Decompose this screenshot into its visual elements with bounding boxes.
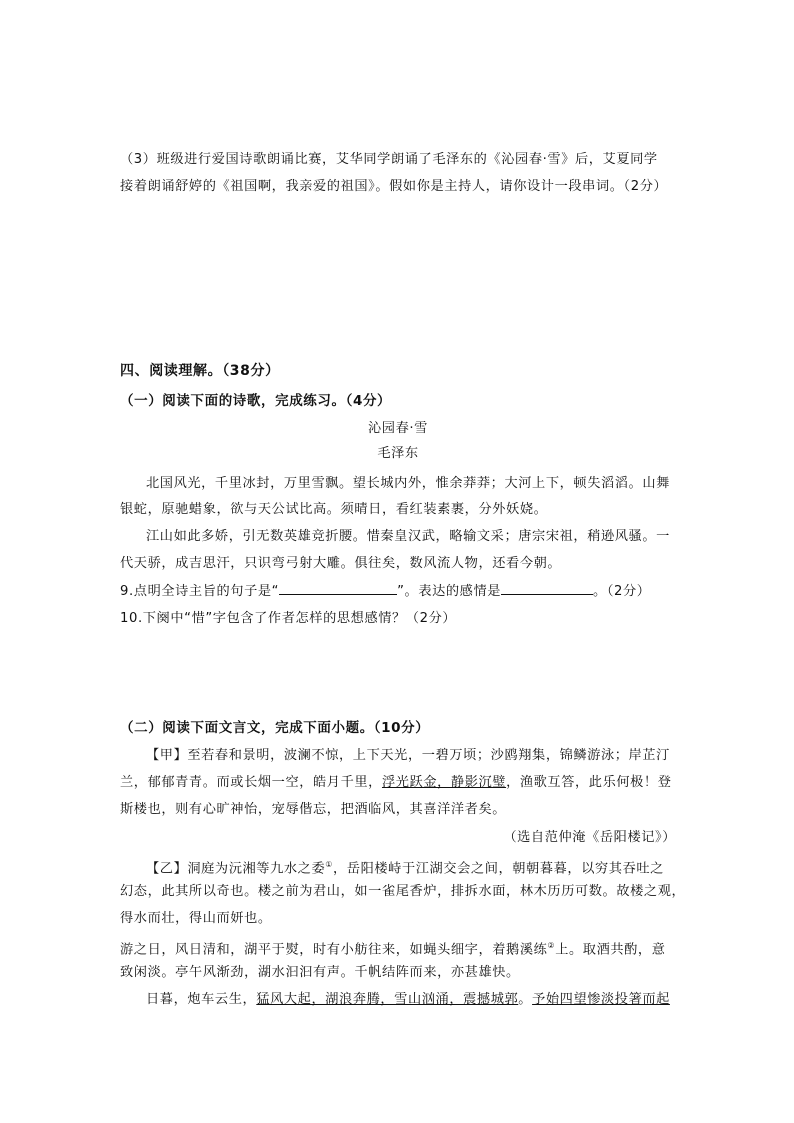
part-1-heading: （一）阅读下面的诗歌，完成练习。（4分） — [120, 393, 392, 409]
q3-line-1: （3）班级进行爱国诗歌朗诵比赛，艾华同学朗诵了毛泽东的《沁园春·雪》后，艾夏同学 — [120, 152, 658, 167]
yi-line-1-a: 【乙】洞庭为沅湘等九水之委 — [146, 861, 326, 877]
yi-line-6 — [120, 990, 676, 1010]
poem-author: 毛泽东 — [377, 446, 419, 461]
section-4-heading: 四、阅读理解。（38分） — [120, 363, 280, 379]
jia-line-2 — [120, 773, 676, 793]
q3-line-2: 接着朗诵舒婷的《祖国啊，我亲爱的祖国》。假如你是主持人，请你设计一段串词。（2分） — [120, 179, 668, 194]
poem-line-1: 北国风光，千里冰封，万里雪飘。望长城内外，惟余莽莽；大河上下，顿失滔滔。山舞 — [146, 476, 670, 491]
yi-underlined-phrase-2: 予始四望惨淡投箸而起 — [532, 992, 670, 1007]
jia-line-3: 斯楼也，则有心旷神怡，宠辱偕忘，把酒临风，其喜洋洋者矣。 — [120, 802, 507, 817]
q9-blank-sentence[interactable] — [279, 582, 397, 595]
yi-line-4 — [120, 936, 676, 960]
footnote-marker-2: ② — [547, 941, 556, 950]
footnote-marker-1: ① — [325, 860, 334, 869]
q9-text-a: 9.点明全诗主旨的句子是“ — [120, 584, 280, 599]
poem-line-2: 银蛇，原驰蜡象，欲与天公试比高。须晴日，看红装素裹，分外妖娆。 — [120, 502, 548, 517]
yi-line-1-b: ，岳阳楼峙于江湖交会之间，朝朝暮暮，以穷其吞吐之 — [333, 861, 664, 877]
q9-text-c: 。（2分） — [593, 584, 651, 599]
yi-line-4-b: 上。取酒共酌，意 — [555, 942, 666, 958]
yi-line-4-a: 游之日，风日清和，湖平于熨，时有小舫往来，如蝇头细字，着鹅溪练 — [120, 942, 548, 958]
question-10: 10.下阕中“惜”字包含了作者怎样的思想感情？（2分） — [120, 611, 457, 626]
q9-text-b: ”。表达的感情是 — [397, 584, 502, 599]
poem-title: 沁园春·雪 — [368, 421, 428, 436]
yi-line-6-b: 。 — [518, 992, 533, 1007]
q9-blank-emotion[interactable] — [501, 582, 593, 595]
yi-line-2: 幻态，此其所以奇也。楼之前为君山，如一雀尾香炉，排拆水面，林木历历可数。故楼之观， — [120, 884, 686, 899]
yi-line-5: 致闲淡。亭午风渐劲，湖水汩汩有声。千帆结阵而来，亦甚雄快。 — [120, 965, 520, 980]
jia-line-2-b: ，渔歌互答，此乐何极！登 — [506, 775, 672, 790]
jia-line-2-a: 兰，郁郁青青。而或长烟一空，皓月千里， — [120, 775, 382, 790]
yi-underlined-phrase-1: 猛风大起，湖浪奔腾，雪山汹涌，震撼城郭 — [256, 992, 519, 1007]
part-2-heading: （二）阅读下面文言文，完成下面小题。（10分） — [120, 720, 430, 736]
yi-line-1 — [120, 855, 676, 879]
question-9 — [120, 582, 676, 602]
poem-line-3: 江山如此多娇，引无数英雄竞折腰。惜秦皇汉武，略输文采；唐宗宋祖，稍逊风骚。一 — [146, 529, 670, 544]
jia-underlined-phrase: 浮光跃金，静影沉璧 — [381, 775, 507, 790]
jia-line-1: 【甲】至若春和景明，波澜不惊，上下天光，一碧万顷；沙鸥翔集，锦鳞游泳；岸芷汀 — [146, 748, 670, 763]
yi-line-3: 得水而壮，得山而妍也。 — [120, 911, 272, 926]
poem-line-4: 代天骄，成吉思汗，只识弯弓射大雕。俱往矣，数风流人物，还看今朝。 — [120, 556, 562, 571]
yi-line-6-a: 日暮，炮车云生， — [146, 992, 257, 1007]
jia-source: （选自范仲淹《岳阳楼记》） — [503, 830, 676, 845]
